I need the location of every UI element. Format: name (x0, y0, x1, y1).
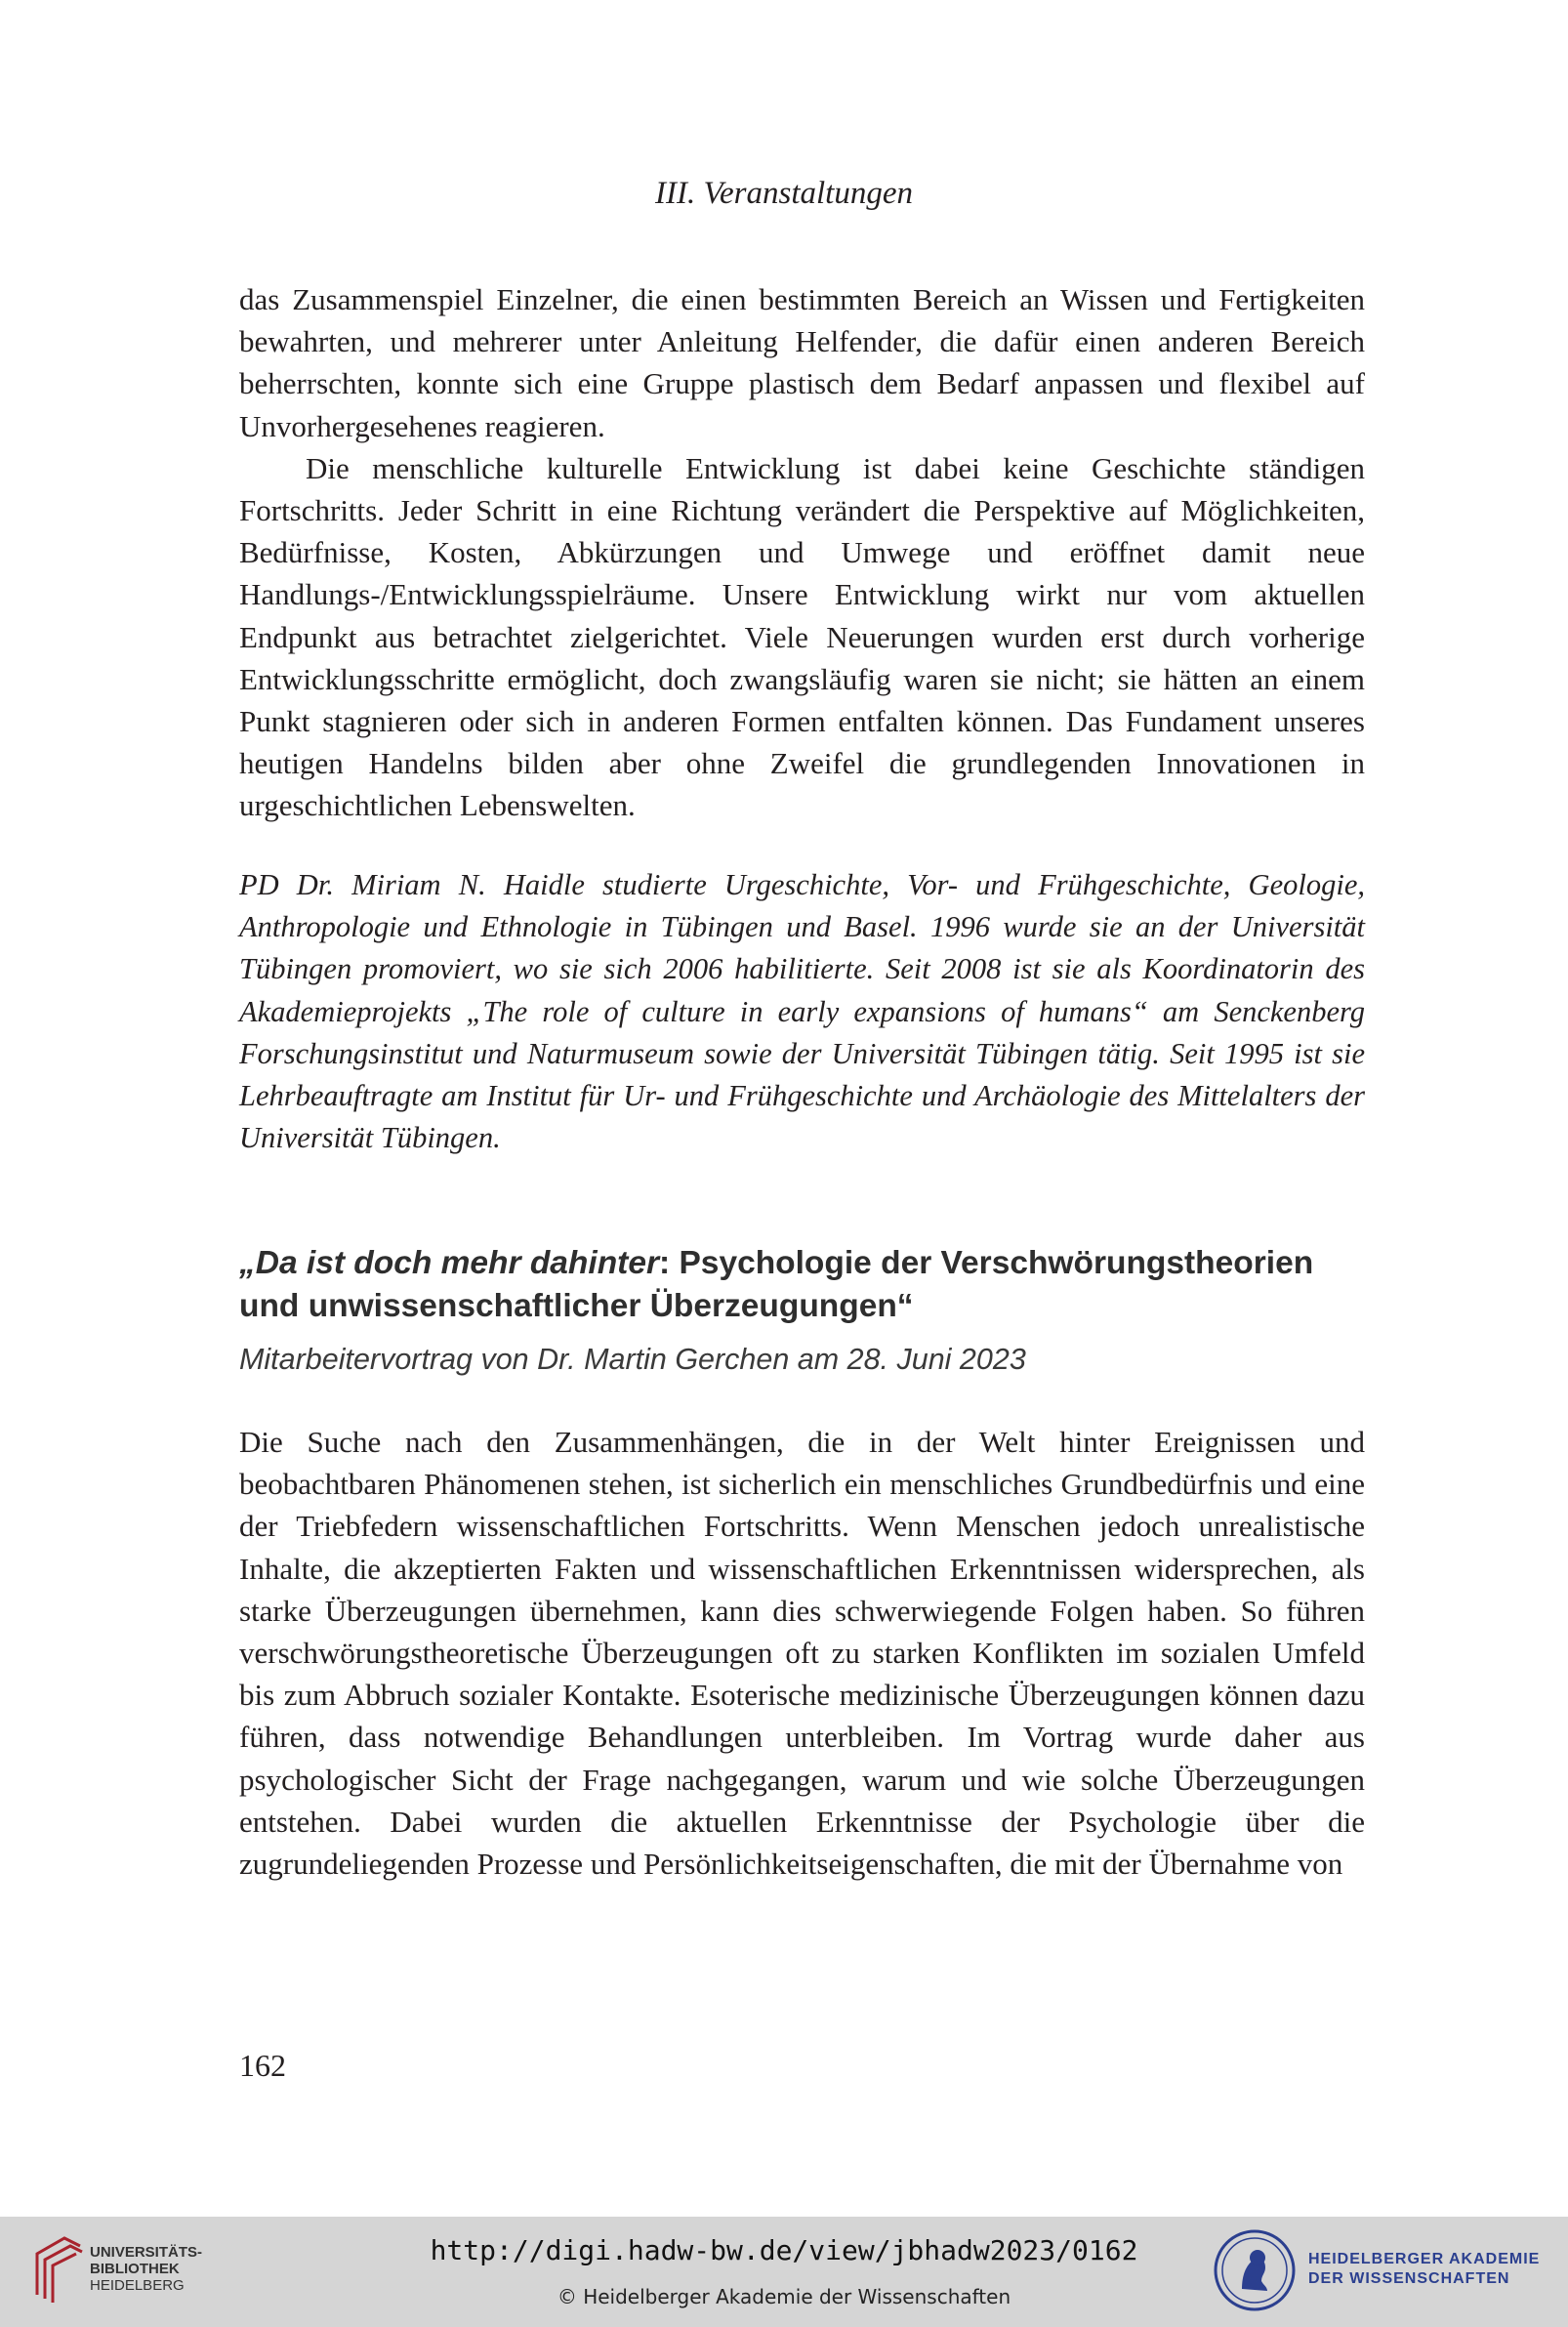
text-block-continued (239, 278, 1365, 827)
paragraph-development: Die menschliche kulturelle Entwicklung ist dabei keine Geschichte ständigen Fortschritts. Jeder Schritt in eine Richtung verändert die Perspektive auf Möglichkeiten, Bedürfnisse, Kosten, Abkürzungen und Umwege und eröffnet damit neue Handlungs-/Entwicklungsspielräume. Unsere Entwicklung wirkt nur vom aktuellen Endpunkt aus betrachtet zielgerichtet. Viele Neuerungen wurden erst durch vorherige Entwicklungsschritte ermöglicht, doch zwangsläufig waren sie nicht; sie hätten an einem Punkt stagnieren oder sich in anderen Formen entfalten können. Das Fundament unseres heutigen Handelns bilden aber ohne Zweifel die grundlegenden Innovationen in urgeschichtlichen Lebenswelten. (239, 450, 1365, 823)
page-number: 162 (239, 2048, 286, 2083)
section-subtitle: Mitarbeitervortrag von Dr. Martin Gerchen am 28. Juni 2023 (239, 1343, 1026, 1376)
academy-line-2: DER WISSENSCHAFTEN (1308, 2270, 1510, 2287)
section-heading (239, 1242, 1365, 1328)
permalink-url[interactable]: http://digi.hadw-bw.de/view/jbhadw2023/0162 (430, 2234, 1138, 2266)
text-block-lecture (239, 1421, 1365, 1885)
paragraph-lecture: Die Suche nach den Zusammenhängen, die in der Welt hinter Ereignissen und beobachtbaren Phänomenen stehen, ist sicherlich ein menschliches Grundbedürfnis und eine der Triebfedern wissenschaftlichen Fortschritts. Wenn Menschen jedoch unrealistische Inhalte, die akzeptierten Fakten und wissenschaftlichen Erkenntnissen widersprechen, als starke Überzeugungen übernehmen, kann dies schwerwiegende Folgen haben. So führen verschwörungstheoretische Überzeugungen oft zu starken Konflikten im sozialen Umfeld bis zum Abbruch sozialer Kontakte. Esoterische medizinische Überzeugungen können dazu führen, dass notwendige Behandlungen unterbleiben. Im Vortrag wurde daher aus psychologischer Sicht der Frage nachgegangen, warum und wie solche Überzeugungen entstehen. Dabei wurden die aktuellen Erkenntnisse der Psychologie über die zugrundeliegenden Prozesse und Persönlichkeitseigenschaften, die mit der Übernahme von (239, 1425, 1365, 1882)
academy-logo-text (1308, 2250, 1540, 2289)
footer-bar (0, 2217, 1568, 2327)
running-head: III. Veranstaltungen (655, 176, 913, 211)
section-heading-italic: „Da ist doch mehr dahinter (239, 1245, 659, 1281)
author-bio: PD Dr. Miriam N. Haidle studierte Urgeschichte, Vor- und Frühgeschichte, Geologie, Anthropologie und Ethnologie in Tübingen und Basel. 1996 wurde sie an der Universität Tübingen promoviert, wo sie sich 2006 habilitierte. Seit 2008 ist sie als Koordinatorin des Akademieprojekts „The role of culture in early expansions of humans“ am Senckenberg Forschungsinstitut und Naturmuseum sowie der Universität Tübingen tätig. Seit 1995 ist sie Lehrbeauftragte am Institut für Ur- und Frühgeschichte und Archäologie des Mittelalters der Universität Tübingen. (239, 868, 1365, 1155)
ub-line-3: HEIDELBERG (90, 2277, 185, 2294)
academy-line-1: HEIDELBERGER AKADEMIE (1308, 2251, 1541, 2267)
paragraph-continued: das Zusammenspiel Einzelner, die einen bestimmten Bereich an Wissen und Fertigkeiten bewahrten, und mehrerer unter Anleitung Helfender, die dafür einen anderen Bereich beherrschten, konnte sich eine Gruppe plastisch dem Bedarf anpassen und flexibel auf Unvorhergesehenes reagieren. (239, 282, 1365, 443)
ub-line-1: UNIVERSITÄTS- (90, 2244, 203, 2261)
ub-line-2: BIBLIOTHEK (90, 2261, 180, 2277)
academy-seal-icon (1213, 2228, 1297, 2312)
copyright-notice: © Heidelberger Akademie der Wissenschaften (557, 2285, 1011, 2308)
section-heading-rest: : Psychologie der Verschwörungstheorien und unwissenschaftlicher Überzeugungen“ (239, 1245, 1314, 1324)
